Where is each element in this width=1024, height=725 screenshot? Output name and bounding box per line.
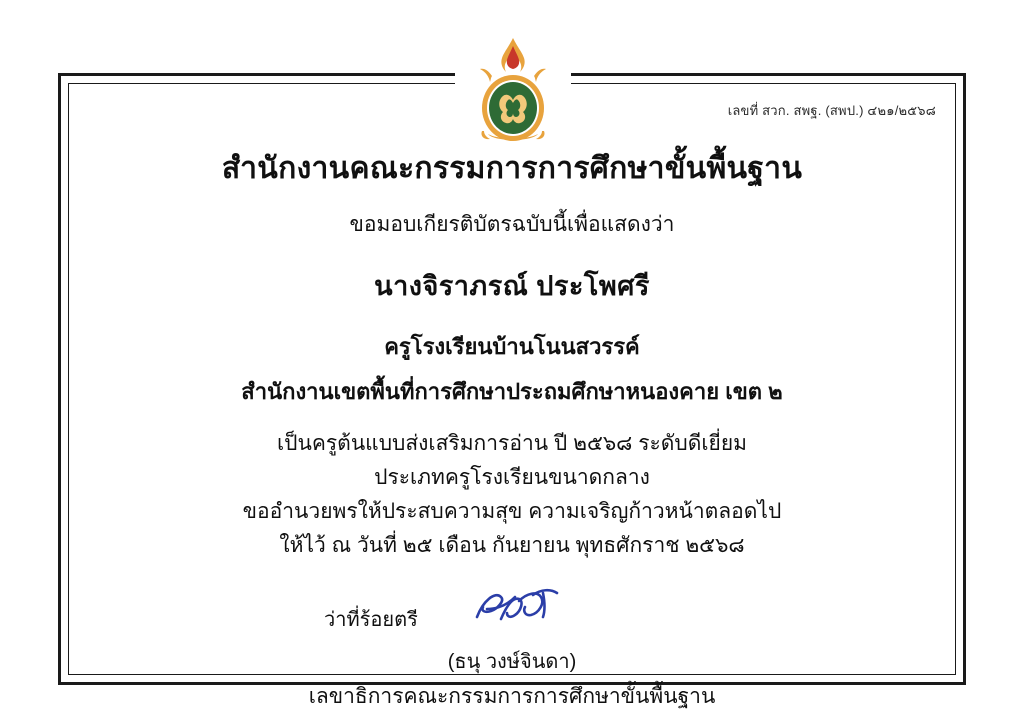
organization-name: สำนักงานคณะกรรมการการศึกษาขั้นพื้นฐาน [221,152,803,185]
document-number: เลขที่ สวก. สพฐ. (สพป.) ๔๒๑/๒๕๖๘ [727,103,936,118]
handwritten-signature-icon [467,579,587,639]
detail-line-1: เป็นครูต้นแบบส่งเสริมการอ่าน ปี ๒๕๖๘ ระดับดีเยี่ยม [276,432,747,455]
recipient-name: นางจิราภรณ์ ประโพศรี [374,271,650,301]
signatory-name: (ธนุ วงษ์จินดา) [447,651,577,673]
recipient-position: ครูโรงเรียนบ้านโนนสวรรค์ [384,334,640,359]
detail-line-4: ให้ไว้ ณ วันที่ ๒๕ เดือน กันยายน พุทธศักราช ๒๕๖๘ [279,534,745,557]
award-statement: ขอมอบเกียรติบัตรฉบับนี้เพื่อแสดงว่า [349,213,675,236]
signature-rank: ว่าที่ร้อยตรี [324,609,418,631]
obec-garuda-emblem-icon [470,36,556,148]
certificate-content [68,83,956,708]
signature-block [68,597,956,717]
detail-line-2: ประเภทครูโรงเรียนขนาดกลาง [374,466,650,489]
education-service-area: สำนักงานเขตพื้นที่การศึกษาประถมศึกษาหนองคาย เขต ๒ [241,379,783,404]
detail-line-3: ขออำนวยพรให้ประสบความสุข ความเจริญก้าวหน้าตลอดไป [242,500,782,523]
certificate-detail [68,427,956,563]
signatory-title: เลขาธิการคณะกรรมการการศึกษาขั้นพื้นฐาน [308,685,716,708]
